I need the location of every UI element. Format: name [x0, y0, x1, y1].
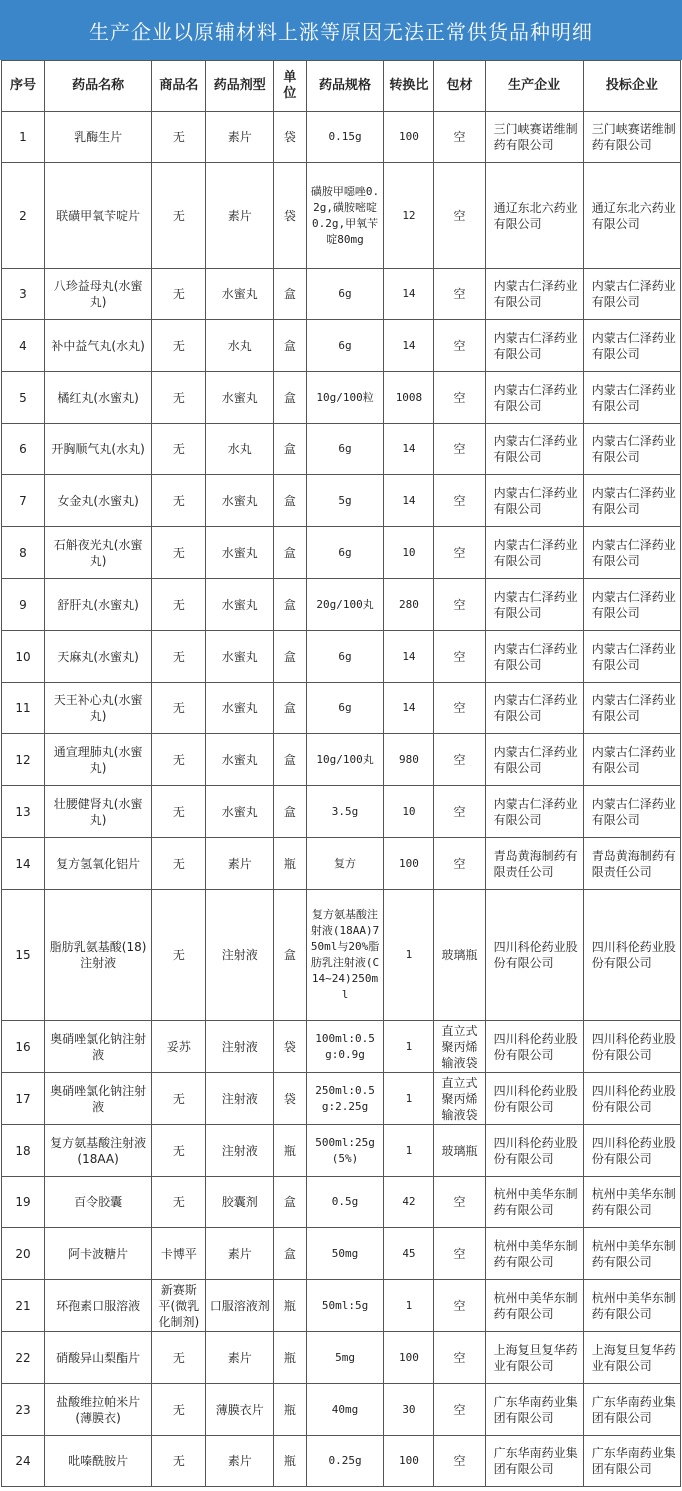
drug-name: 联磺甲氧苄啶片: [44, 163, 151, 269]
row-index: 7: [2, 475, 45, 527]
ratio: 10: [384, 527, 434, 579]
packaging: 玻璃瓶: [434, 1125, 485, 1177]
spec: 复方氨基酸注射液(18AA)750ml与20%脂肪乳注射液(C14~24)250ml: [306, 890, 384, 1021]
spec: 6g: [306, 320, 384, 372]
brand-name: 无: [152, 163, 206, 269]
unit: 盒: [273, 424, 306, 475]
ratio: 42: [384, 1177, 434, 1228]
table-row: [2, 372, 681, 424]
drug-name: 脂肪乳氨基酸(18)注射液: [44, 890, 151, 1021]
brand-name: 无: [152, 1332, 206, 1384]
packaging: 直立式聚丙烯输液袋: [434, 1021, 485, 1073]
unit: 袋: [273, 112, 306, 163]
drug-name: 壮腰健肾丸(水蜜丸): [44, 786, 151, 838]
bidder: 内蒙古仁泽药业有限公司: [583, 579, 680, 631]
brand-name: 无: [152, 1125, 206, 1177]
brand-name: 无: [152, 734, 206, 786]
spec: 6g: [306, 269, 384, 320]
unit: 袋: [273, 1073, 306, 1125]
unit: 盒: [273, 1177, 306, 1228]
row-index: 6: [2, 424, 45, 475]
packaging: 空: [434, 786, 485, 838]
manufacturer: 四川科伦药业股份有限公司: [485, 1021, 583, 1073]
row-index: 12: [2, 734, 45, 786]
header-dosage-form: 药品剂型: [206, 61, 273, 112]
dosage-form: 薄膜衣片: [206, 1384, 273, 1436]
table-row: [2, 424, 681, 475]
ratio: 1: [384, 1125, 434, 1177]
bidder: 通辽东北六药业有限公司: [583, 163, 680, 269]
manufacturer: 杭州中美华东制药有限公司: [485, 1280, 583, 1332]
dosage-form: 水蜜丸: [206, 734, 273, 786]
bidder: 内蒙古仁泽药业有限公司: [583, 683, 680, 734]
brand-name: 无: [152, 527, 206, 579]
bidder: 杭州中美华东制药有限公司: [583, 1228, 680, 1280]
spec: 复方: [306, 838, 384, 890]
unit: 盒: [273, 734, 306, 786]
packaging: 空: [434, 683, 485, 734]
row-index: 9: [2, 579, 45, 631]
drug-name: 吡嗪酰胺片: [44, 1436, 151, 1487]
ratio: 100: [384, 1332, 434, 1384]
table-row: [2, 1177, 681, 1228]
spec: 0.5g: [306, 1177, 384, 1228]
header-spec: 药品规格: [306, 61, 384, 112]
brand-name: 无: [152, 890, 206, 1021]
dosage-form: 注射液: [206, 1073, 273, 1125]
header-index: 序号: [2, 61, 45, 112]
unit: 盒: [273, 527, 306, 579]
ratio: 100: [384, 1436, 434, 1487]
unit: 袋: [273, 163, 306, 269]
packaging: 空: [434, 1384, 485, 1436]
brand-name: 无: [152, 372, 206, 424]
row-index: 23: [2, 1384, 45, 1436]
drug-name: 八珍益母丸(水蜜丸): [44, 269, 151, 320]
manufacturer: 四川科伦药业股份有限公司: [485, 890, 583, 1021]
row-index: 19: [2, 1177, 45, 1228]
drug-name: 奥硝唑氯化钠注射液: [44, 1073, 151, 1125]
row-index: 15: [2, 890, 45, 1021]
packaging: 空: [434, 1332, 485, 1384]
unit: 盒: [273, 890, 306, 1021]
manufacturer: 内蒙古仁泽药业有限公司: [485, 372, 583, 424]
spec: 3.5g: [306, 786, 384, 838]
table-row: [2, 1436, 681, 1487]
brand-name: 无: [152, 424, 206, 475]
row-index: 5: [2, 372, 45, 424]
table-row: [2, 1384, 681, 1436]
row-index: 10: [2, 631, 45, 683]
drug-name: 环孢素口服溶液: [44, 1280, 151, 1332]
dosage-form: 水丸: [206, 320, 273, 372]
spec: 10g/100粒: [306, 372, 384, 424]
unit: 盒: [273, 269, 306, 320]
ratio: 12: [384, 163, 434, 269]
bidder: 内蒙古仁泽药业有限公司: [583, 734, 680, 786]
unit: 袋: [273, 1021, 306, 1073]
dosage-form: 水蜜丸: [206, 475, 273, 527]
brand-name: 无: [152, 786, 206, 838]
packaging: 玻璃瓶: [434, 890, 485, 1021]
header-bidder: 投标企业: [583, 61, 680, 112]
unit: 盒: [273, 320, 306, 372]
dosage-form: 注射液: [206, 1021, 273, 1073]
table-row: [2, 579, 681, 631]
packaging: 空: [434, 631, 485, 683]
table-row: [2, 1332, 681, 1384]
bidder: 内蒙古仁泽药业有限公司: [583, 631, 680, 683]
ratio: 30: [384, 1384, 434, 1436]
dosage-form: 注射液: [206, 890, 273, 1021]
brand-name: 无: [152, 838, 206, 890]
row-index: 2: [2, 163, 45, 269]
drug-table: [1, 60, 681, 1487]
row-index: 8: [2, 527, 45, 579]
unit: 盒: [273, 683, 306, 734]
unit: 盒: [273, 579, 306, 631]
packaging: 空: [434, 1177, 485, 1228]
manufacturer: 杭州中美华东制药有限公司: [485, 1228, 583, 1280]
spec: 20g/100丸: [306, 579, 384, 631]
brand-name: 无: [152, 683, 206, 734]
row-index: 18: [2, 1125, 45, 1177]
row-index: 13: [2, 786, 45, 838]
bidder: 内蒙古仁泽药业有限公司: [583, 372, 680, 424]
unit: 瓶: [273, 1384, 306, 1436]
bidder: 内蒙古仁泽药业有限公司: [583, 424, 680, 475]
spec: 10g/100丸: [306, 734, 384, 786]
manufacturer: 内蒙古仁泽药业有限公司: [485, 734, 583, 786]
table-row: [2, 1228, 681, 1280]
manufacturer: 内蒙古仁泽药业有限公司: [485, 424, 583, 475]
packaging: 空: [434, 1280, 485, 1332]
manufacturer: 杭州中美华东制药有限公司: [485, 1177, 583, 1228]
table-row: [2, 631, 681, 683]
ratio: 100: [384, 112, 434, 163]
drug-name: 硝酸异山梨酯片: [44, 1332, 151, 1384]
table-body: [2, 112, 681, 1487]
ratio: 14: [384, 320, 434, 372]
brand-name: 无: [152, 1436, 206, 1487]
drug-name: 奥硝唑氯化钠注射液: [44, 1021, 151, 1073]
drug-name: 补中益气丸(水丸): [44, 320, 151, 372]
table-row: [2, 786, 681, 838]
dosage-form: 水蜜丸: [206, 683, 273, 734]
header-drug-name: 药品名称: [44, 61, 151, 112]
dosage-form: 素片: [206, 1332, 273, 1384]
manufacturer: 内蒙古仁泽药业有限公司: [485, 683, 583, 734]
brand-name: 无: [152, 1384, 206, 1436]
ratio: 14: [384, 631, 434, 683]
packaging: 直立式聚丙烯输液袋: [434, 1073, 485, 1125]
ratio: 10: [384, 786, 434, 838]
dosage-form: 水蜜丸: [206, 269, 273, 320]
spec: 6g: [306, 683, 384, 734]
dosage-form: 水蜜丸: [206, 631, 273, 683]
packaging: 空: [434, 527, 485, 579]
drug-name: 橘红丸(水蜜丸): [44, 372, 151, 424]
drug-name: 复方氢氧化铝片: [44, 838, 151, 890]
table-row: [2, 320, 681, 372]
spec: 0.25g: [306, 1436, 384, 1487]
ratio: 1: [384, 1073, 434, 1125]
ratio: 14: [384, 683, 434, 734]
ratio: 1: [384, 1280, 434, 1332]
packaging: 空: [434, 372, 485, 424]
dosage-form: 水丸: [206, 424, 273, 475]
manufacturer: 青岛黄海制药有限责任公司: [485, 838, 583, 890]
packaging: 空: [434, 424, 485, 475]
dosage-form: 水蜜丸: [206, 372, 273, 424]
row-index: 22: [2, 1332, 45, 1384]
brand-name: 妥苏: [152, 1021, 206, 1073]
dosage-form: 水蜜丸: [206, 786, 273, 838]
spec: 40mg: [306, 1384, 384, 1436]
drug-name: 舒肝丸(水蜜丸): [44, 579, 151, 631]
packaging: 空: [434, 579, 485, 631]
row-index: 24: [2, 1436, 45, 1487]
spec: 6g: [306, 527, 384, 579]
packaging: 空: [434, 475, 485, 527]
drug-name: 女金丸(水蜜丸): [44, 475, 151, 527]
unit: 瓶: [273, 1125, 306, 1177]
drug-name: 天麻丸(水蜜丸): [44, 631, 151, 683]
drug-name: 石斛夜光丸(水蜜丸): [44, 527, 151, 579]
row-index: 16: [2, 1021, 45, 1073]
manufacturer: 内蒙古仁泽药业有限公司: [485, 579, 583, 631]
table-row: [2, 527, 681, 579]
row-index: 20: [2, 1228, 45, 1280]
table-row: [2, 1280, 681, 1332]
dosage-form: 素片: [206, 163, 273, 269]
unit: 瓶: [273, 838, 306, 890]
brand-name: 无: [152, 579, 206, 631]
ratio: 45: [384, 1228, 434, 1280]
ratio: 280: [384, 579, 434, 631]
bidder: 上海复旦复华药业有限公司: [583, 1332, 680, 1384]
dosage-form: 注射液: [206, 1125, 273, 1177]
table-row: [2, 1073, 681, 1125]
manufacturer: 广东华南药业集团有限公司: [485, 1436, 583, 1487]
table-row: [2, 269, 681, 320]
bidder: 三门峡赛诺维制药有限公司: [583, 112, 680, 163]
bidder: 四川科伦药业股份有限公司: [583, 1073, 680, 1125]
row-index: 11: [2, 683, 45, 734]
row-index: 17: [2, 1073, 45, 1125]
dosage-form: 水蜜丸: [206, 579, 273, 631]
packaging: 空: [434, 1436, 485, 1487]
table-row: [2, 475, 681, 527]
drug-name: 阿卡波糖片: [44, 1228, 151, 1280]
manufacturer: 内蒙古仁泽药业有限公司: [485, 269, 583, 320]
bidder: 杭州中美华东制药有限公司: [583, 1280, 680, 1332]
bidder: 杭州中美华东制药有限公司: [583, 1177, 680, 1228]
dosage-form: 胶囊剂: [206, 1177, 273, 1228]
ratio: 1: [384, 890, 434, 1021]
drug-name: 通宣理肺丸(水蜜丸): [44, 734, 151, 786]
bidder: 青岛黄海制药有限责任公司: [583, 838, 680, 890]
brand-name: 无: [152, 1177, 206, 1228]
manufacturer: 四川科伦药业股份有限公司: [485, 1125, 583, 1177]
row-index: 21: [2, 1280, 45, 1332]
unit: 盒: [273, 1228, 306, 1280]
ratio: 980: [384, 734, 434, 786]
bidder: 四川科伦药业股份有限公司: [583, 1125, 680, 1177]
spec: 500ml:25g(5%): [306, 1125, 384, 1177]
packaging: 空: [434, 320, 485, 372]
spec: 磺胺甲噁唑0.2g,磺胺嘧啶0.2g,甲氧苄啶80mg: [306, 163, 384, 269]
manufacturer: 内蒙古仁泽药业有限公司: [485, 786, 583, 838]
table-row: [2, 112, 681, 163]
table-row: [2, 734, 681, 786]
unit: 盒: [273, 786, 306, 838]
bidder: 内蒙古仁泽药业有限公司: [583, 475, 680, 527]
bidder: 内蒙古仁泽药业有限公司: [583, 786, 680, 838]
unit: 盒: [273, 475, 306, 527]
manufacturer: 内蒙古仁泽药业有限公司: [485, 527, 583, 579]
dosage-form: 素片: [206, 112, 273, 163]
page-title: 生产企业以原辅材料上涨等原因无法正常供货品种明细: [0, 0, 682, 60]
header-manufacturer: 生产企业: [485, 61, 583, 112]
ratio: 100: [384, 838, 434, 890]
dosage-form: 口服溶液剂: [206, 1280, 273, 1332]
bidder: 内蒙古仁泽药业有限公司: [583, 320, 680, 372]
brand-name: 无: [152, 320, 206, 372]
bidder: 内蒙古仁泽药业有限公司: [583, 527, 680, 579]
drug-name: 复方氨基酸注射液(18AA): [44, 1125, 151, 1177]
packaging: 空: [434, 838, 485, 890]
ratio: 1008: [384, 372, 434, 424]
manufacturer: 内蒙古仁泽药业有限公司: [485, 320, 583, 372]
header-unit: 单位: [273, 61, 306, 112]
row-index: 1: [2, 112, 45, 163]
dosage-form: 素片: [206, 838, 273, 890]
brand-name: 无: [152, 1073, 206, 1125]
unit: 瓶: [273, 1280, 306, 1332]
ratio: 14: [384, 475, 434, 527]
packaging: 空: [434, 163, 485, 269]
bidder: 内蒙古仁泽药业有限公司: [583, 269, 680, 320]
spec: 50mg: [306, 1228, 384, 1280]
table-row: [2, 163, 681, 269]
bidder: 广东华南药业集团有限公司: [583, 1436, 680, 1487]
ratio: 14: [384, 269, 434, 320]
spec: 5g: [306, 475, 384, 527]
drug-name: 百令胶囊: [44, 1177, 151, 1228]
table-header-row: [2, 61, 681, 112]
ratio: 1: [384, 1021, 434, 1073]
manufacturer: 上海复旦复华药业有限公司: [485, 1332, 583, 1384]
dosage-form: 素片: [206, 1436, 273, 1487]
spec: 6g: [306, 424, 384, 475]
brand-name: 新赛斯平(微乳化制剂): [152, 1280, 206, 1332]
drug-name: 乳酶生片: [44, 112, 151, 163]
spec: 50ml:5g: [306, 1280, 384, 1332]
header-brand-name: 商品名: [152, 61, 206, 112]
drug-name: 盐酸维拉帕米片(薄膜衣): [44, 1384, 151, 1436]
spec: 5mg: [306, 1332, 384, 1384]
table-row: [2, 890, 681, 1021]
row-index: 3: [2, 269, 45, 320]
packaging: 空: [434, 112, 485, 163]
table-row: [2, 1021, 681, 1073]
ratio: 14: [384, 424, 434, 475]
brand-name: 卡博平: [152, 1228, 206, 1280]
unit: 盒: [273, 631, 306, 683]
table-row: [2, 683, 681, 734]
manufacturer: 内蒙古仁泽药业有限公司: [485, 631, 583, 683]
table-row: [2, 1125, 681, 1177]
manufacturer: 广东华南药业集团有限公司: [485, 1384, 583, 1436]
unit: 瓶: [273, 1332, 306, 1384]
header-ratio: 转换比: [384, 61, 434, 112]
drug-name: 天王补心丸(水蜜丸): [44, 683, 151, 734]
packaging: 空: [434, 734, 485, 786]
manufacturer: 四川科伦药业股份有限公司: [485, 1073, 583, 1125]
packaging: 空: [434, 1228, 485, 1280]
brand-name: 无: [152, 475, 206, 527]
row-index: 14: [2, 838, 45, 890]
packaging: 空: [434, 269, 485, 320]
manufacturer: 通辽东北六药业有限公司: [485, 163, 583, 269]
brand-name: 无: [152, 269, 206, 320]
bidder: 广东华南药业集团有限公司: [583, 1384, 680, 1436]
spec: 0.15g: [306, 112, 384, 163]
dosage-form: 水蜜丸: [206, 527, 273, 579]
brand-name: 无: [152, 112, 206, 163]
manufacturer: 三门峡赛诺维制药有限公司: [485, 112, 583, 163]
table-row: [2, 838, 681, 890]
manufacturer: 内蒙古仁泽药业有限公司: [485, 475, 583, 527]
unit: 瓶: [273, 1436, 306, 1487]
unit: 盒: [273, 372, 306, 424]
spec: 6g: [306, 631, 384, 683]
bidder: 四川科伦药业股份有限公司: [583, 1021, 680, 1073]
header-packaging: 包材: [434, 61, 485, 112]
row-index: 4: [2, 320, 45, 372]
spec: 100ml:0.5g:0.9g: [306, 1021, 384, 1073]
brand-name: 无: [152, 631, 206, 683]
dosage-form: 素片: [206, 1228, 273, 1280]
drug-name: 开胸顺气丸(水丸): [44, 424, 151, 475]
spec: 250ml:0.5g:2.25g: [306, 1073, 384, 1125]
bidder: 四川科伦药业股份有限公司: [583, 890, 680, 1021]
